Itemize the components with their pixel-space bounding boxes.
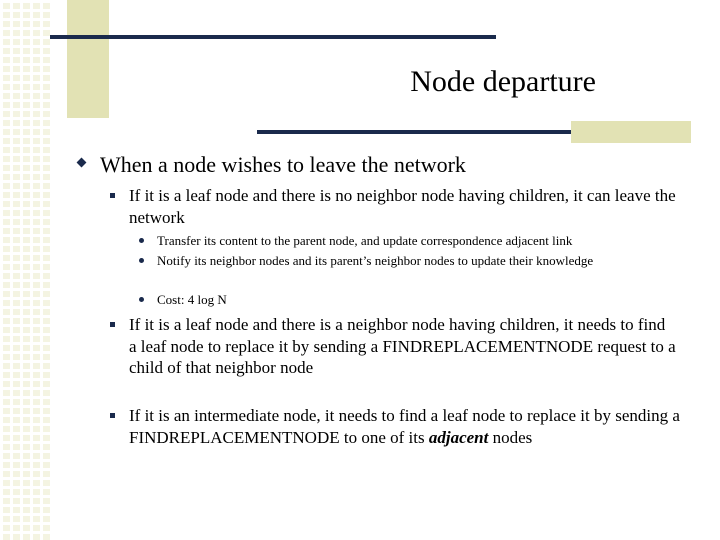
sub-bullet-3-text-lead: If it is an intermediate node, it needs to find a leaf node to replace it by sending a FINDREPLACEMENTNODE to one of its: [129, 406, 680, 447]
bottom-accent-block: [571, 121, 691, 143]
emphasized-word: adjacent: [428, 427, 489, 447]
sub-sub-bullet-1-text: Transfer its content to the parent node, and update correspondence adjacent link: [157, 233, 573, 248]
slide-title: Node departure: [410, 65, 596, 98]
square-bullet-icon: [110, 193, 115, 198]
main-bullet-text: When a node wishes to leave the network: [100, 152, 466, 177]
diamond-bullet-icon: [77, 158, 87, 168]
dot-bullet-icon: [139, 297, 144, 302]
sub-bullet-3-text-tail: nodes: [488, 427, 533, 447]
top-rule: [50, 35, 496, 39]
square-bullet-icon: [110, 322, 115, 327]
dot-bullet-icon: [139, 258, 144, 263]
left-decorative-strip: [0, 0, 52, 540]
sub-bullet-1-text: If it is a leaf node and there is no neighbor node having children, it can leave the network: [129, 186, 676, 227]
square-bullet-icon: [110, 413, 115, 418]
sub-bullet-2-text: If it is a leaf node and there is a neighbor node having children, it needs to find a leaf node to replace it by sending a FINDREPLACEMENTNODE request to a child of that neighbor node: [129, 315, 676, 377]
sub-sub-bullet-3-text: Cost: 4 log N: [157, 292, 227, 307]
sub-sub-bullet-2-text: Notify its neighbor nodes and its parent’s neighbor nodes to update their knowledge: [157, 253, 594, 268]
dot-bullet-icon: [139, 238, 144, 243]
title-accent-block: [67, 0, 109, 118]
sub-bullet-3-text: [129, 405, 681, 448]
